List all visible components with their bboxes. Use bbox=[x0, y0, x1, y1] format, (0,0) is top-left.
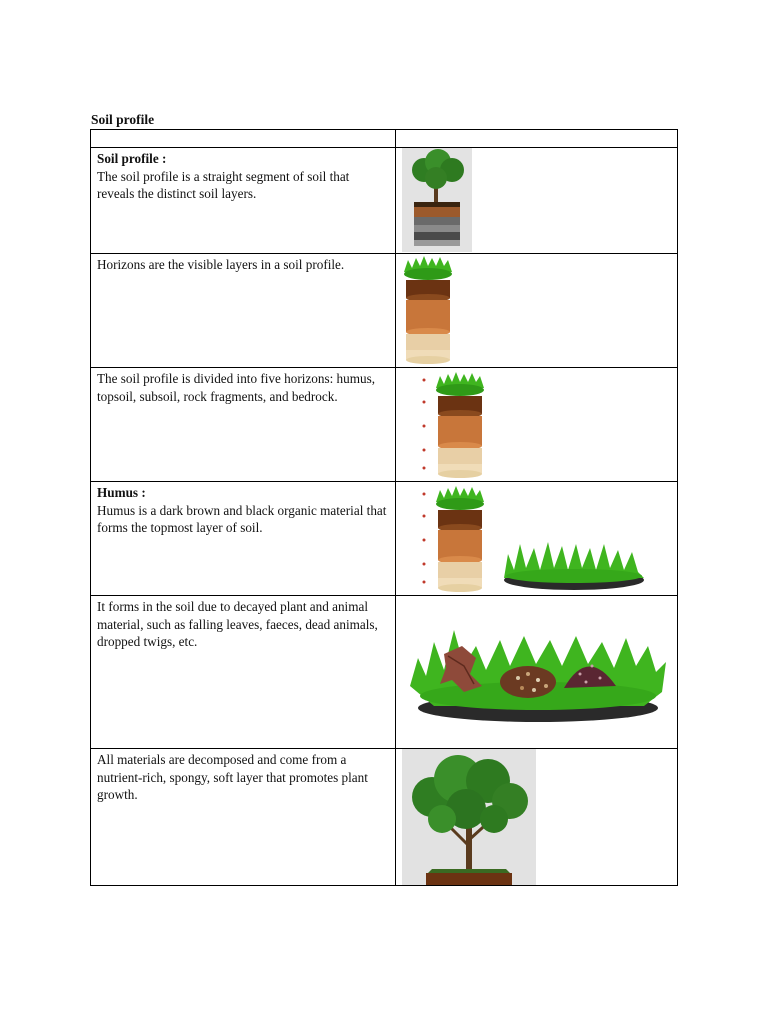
soil-profile-table bbox=[90, 129, 678, 886]
page-title: Soil profile bbox=[91, 112, 155, 127]
row-image-cell bbox=[396, 749, 678, 886]
tree-on-soil-block-image bbox=[402, 148, 472, 252]
row-heading: Humus : bbox=[97, 485, 146, 500]
row-text-cell bbox=[91, 749, 396, 886]
table-row bbox=[91, 482, 678, 596]
row-image-cell bbox=[396, 368, 678, 482]
row-image-cell bbox=[396, 482, 678, 596]
decayed-material-in-grass-tray-image bbox=[404, 596, 672, 746]
row-text-cell bbox=[91, 596, 396, 749]
row-text: The soil profile is a straight segment of soil that reveals the distinct soil layers. bbox=[97, 168, 350, 201]
labeled-soil-horizons-image bbox=[416, 368, 512, 480]
row-text: The soil profile is divided into five horizons: humus, topsoil, subsoil, rock fragments, and bedrock. bbox=[97, 371, 375, 404]
table-row bbox=[91, 368, 678, 482]
row-text-cell bbox=[91, 254, 396, 368]
table-row bbox=[91, 596, 678, 749]
table-header-row bbox=[91, 130, 678, 148]
table-row bbox=[91, 254, 678, 368]
row-text-cell bbox=[91, 368, 396, 482]
tree-in-planter-image bbox=[402, 749, 536, 885]
row-text: All materials are decomposed and come from a nutrient-rich, spongy, soft layer that promotes plant growth. bbox=[97, 752, 368, 802]
row-image-cell bbox=[396, 148, 678, 254]
row-text-cell bbox=[91, 482, 396, 596]
row-image-cell bbox=[396, 596, 678, 749]
soil-horizons-with-grass-tray-image bbox=[416, 482, 666, 594]
header-cell-left bbox=[91, 130, 396, 148]
soil-horizon-cylinder-image bbox=[402, 254, 466, 366]
table-row bbox=[91, 749, 678, 886]
row-text: Humus is a dark brown and black organic material that forms the topmost layer of soil. bbox=[97, 502, 387, 535]
table-row bbox=[91, 148, 678, 254]
row-text: It forms in the soil due to decayed plant and animal material, such as falling leaves, faeces, dead animals, dropped twigs, etc. bbox=[97, 599, 378, 649]
header-cell-right bbox=[396, 130, 678, 148]
row-image-cell bbox=[396, 254, 678, 368]
row-heading: Soil profile : bbox=[97, 151, 167, 166]
row-text: Horizons are the visible layers in a soil profile. bbox=[97, 257, 345, 272]
row-text-cell bbox=[91, 148, 396, 254]
